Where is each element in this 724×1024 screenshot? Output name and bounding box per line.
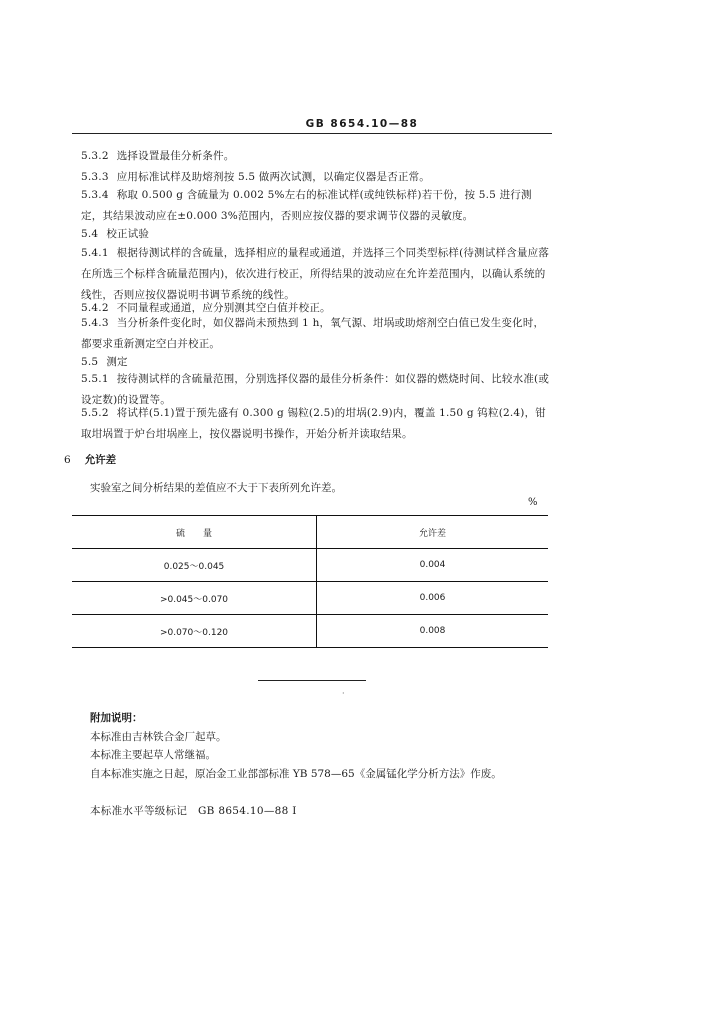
table-row xyxy=(72,549,548,582)
table-row xyxy=(72,582,548,615)
note-line: 本标准由吉林铁合金厂起草。 xyxy=(90,731,227,743)
clause-number: 5.4.2 xyxy=(81,302,109,314)
cell-sulfur-range: >0.045～0.070 xyxy=(72,582,317,615)
cell-tolerance: 0.008 xyxy=(317,615,549,648)
clause-number: 5.5.2 xyxy=(81,407,109,419)
note-line: 本标准主要起草人常继福。 xyxy=(90,749,216,761)
header-rule xyxy=(72,133,552,134)
section-number: 6 xyxy=(64,454,71,466)
end-rule xyxy=(258,680,366,681)
notes-title: 附加说明： xyxy=(90,712,143,724)
clause-number: 5.3.4 xyxy=(81,189,109,201)
clause-title: 测定 xyxy=(106,356,128,368)
paragraph-5-4-3 xyxy=(81,313,551,355)
header-sulfur-content: 硫 量 xyxy=(72,516,317,549)
note-line: 自本标准实施之日起，原冶金工业部部标准 YB 578—65《金属锰化学分析方法》作废。 xyxy=(90,768,502,780)
cell-sulfur-range: 0.025～0.045 xyxy=(72,549,317,582)
section-title: 允许差 xyxy=(84,454,117,466)
end-dot: · xyxy=(342,689,345,698)
paragraph-5-5-2 xyxy=(81,403,551,445)
clause-number: 5.3.2 xyxy=(81,150,109,162)
heading-5-4 xyxy=(81,224,551,245)
cell-sulfur-range: >0.070～0.120 xyxy=(72,615,317,648)
cell-tolerance: 0.004 xyxy=(317,549,549,582)
clause-text: 应用标准试样及助熔剂按 5.5 做两次试测，以确定仪器是否正常。 xyxy=(116,171,430,183)
tolerance-table xyxy=(72,515,548,648)
page-header-code: GB 8654.10—88 xyxy=(305,118,419,130)
paragraph-5-3-2 xyxy=(81,146,551,167)
table-header-row xyxy=(72,516,548,549)
section-6-heading xyxy=(64,452,116,467)
clause-number: 5.4.3 xyxy=(81,317,109,329)
clause-number: 5.5.1 xyxy=(81,373,109,385)
clause-number: 5.4 xyxy=(81,228,99,240)
clause-number: 5.3.3 xyxy=(81,171,109,183)
clause-title: 校正试验 xyxy=(106,228,150,240)
clause-text: 称取 0.500 g 含硫量为 0.002 5%左右的标准试样(或纯铁标样)若干份，按 5.5 进行测定，其结果波动应在±0.000 3%范围内，否则应按仪器的要求调节仪器的灵敏度。 xyxy=(81,189,532,222)
table-unit: % xyxy=(528,497,538,508)
clause-text: 选择设置最佳分析条件。 xyxy=(116,150,235,162)
header-tolerance: 允许差 xyxy=(317,516,549,549)
cell-tolerance: 0.006 xyxy=(317,582,549,615)
clause-text: 按待测试样的含硫量范围，分别选择仪器的最佳分析条件：如仪器的燃烧时间、比较水准(或设定数)的设置等。 xyxy=(81,373,550,406)
paragraph-5-3-4 xyxy=(81,185,551,227)
clause-number: 5.4.1 xyxy=(81,247,109,259)
table-row xyxy=(72,615,548,648)
clause-text: 当分析条件变化时，如仪器尚未预热到 1 h，氧气源、坩埚或助熔剂空白值已发生变化时，都要求重新测定空白并校正。 xyxy=(81,317,545,350)
clause-number: 5.5 xyxy=(81,356,99,368)
section-6-intro: 实验室之间分析结果的差值应不大于下表所列允许差。 xyxy=(90,482,342,494)
paragraph-5-4-1 xyxy=(81,243,551,306)
clause-text: 不同量程或通道，应分别测其空白值并校正。 xyxy=(116,302,331,314)
clause-text: 将试样(5.1)置于预先盛有 0.300 g 锡粒(2.5)的坩埚(2.9)内，覆盖 1.50 g 钨粒(2.4)，钳取坩埚置于炉台坩埚座上，按仪器说明书操作，开始分析并读取结果。 xyxy=(81,407,546,440)
clause-text: 根据待测试样的含硫量，选择相应的量程或通道，并选择三个同类型标样(待测试样含量应落在所选三个标样含硫量范围内)，依次进行校正，所得结果的波动应在允许差范围内，以确认系统的线性，否则应按仪器说明书调节系统的线性。 xyxy=(81,247,550,301)
standard-level-mark: 本标准水平等级标记 GB 8654.10—88 I xyxy=(90,805,297,817)
